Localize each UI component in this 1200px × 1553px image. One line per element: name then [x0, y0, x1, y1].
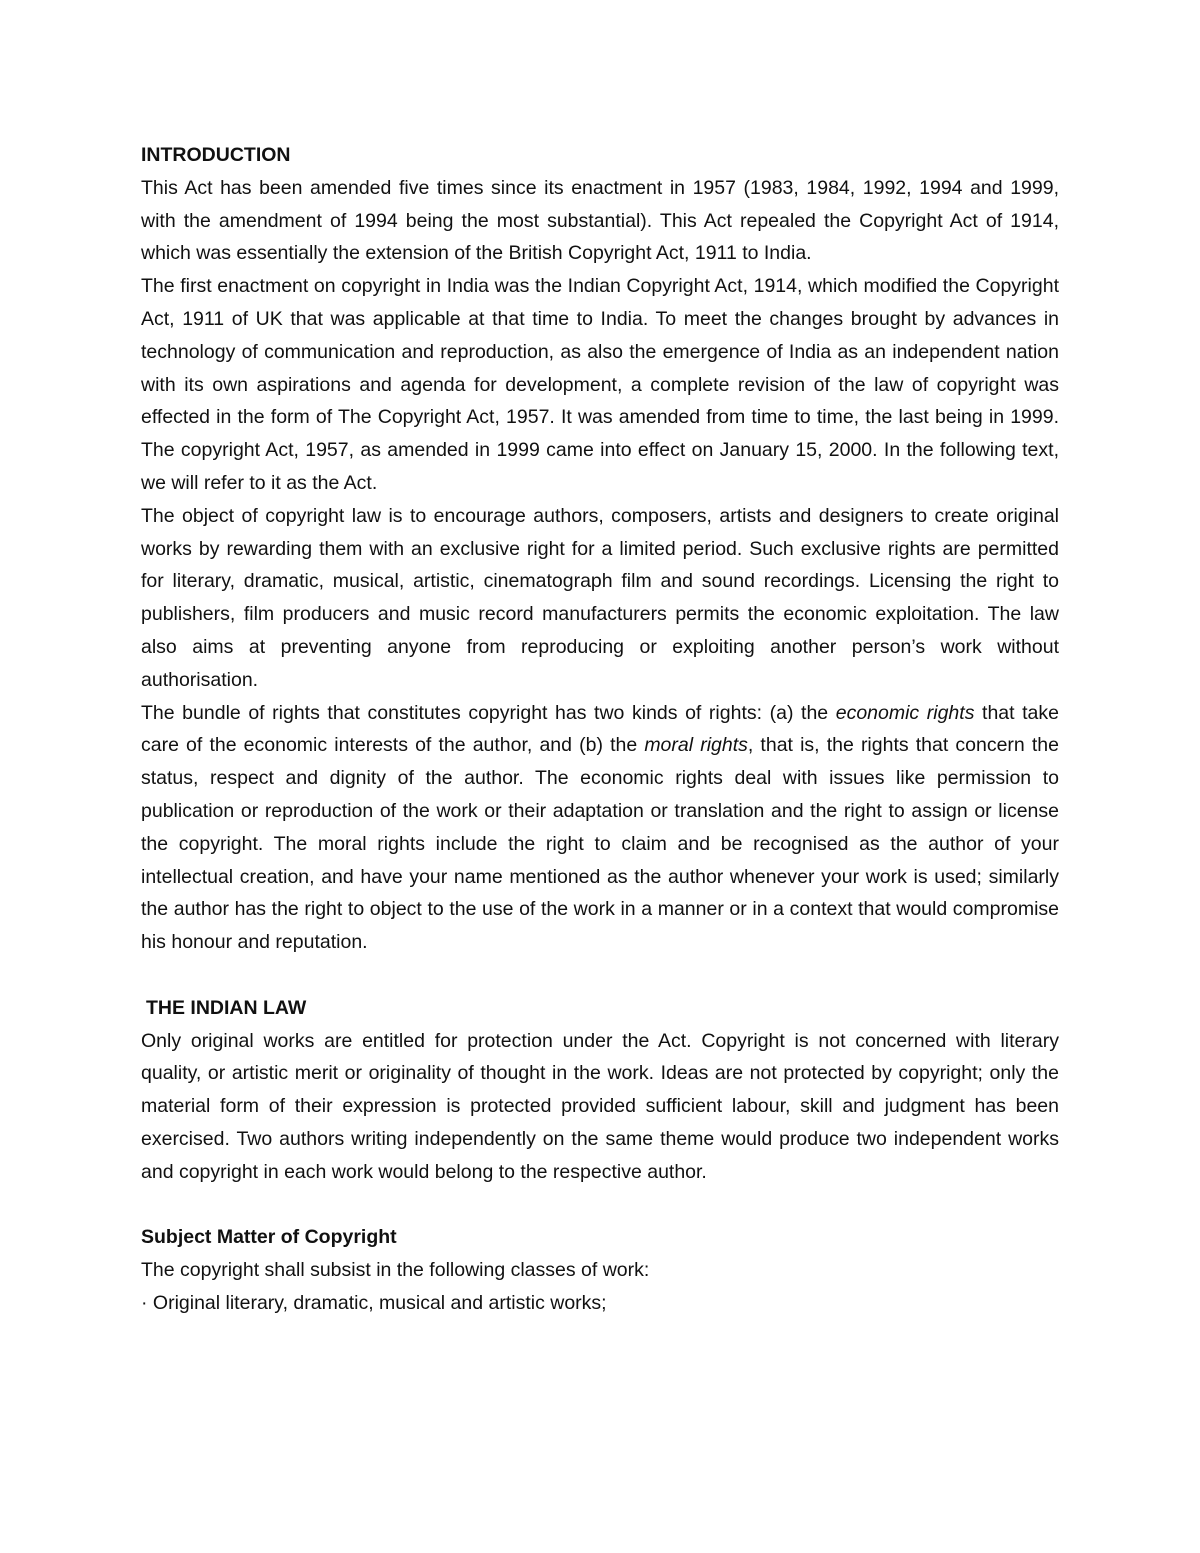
indian-law-paragraph: Only original works are entitled for protection under the Act. Copyright is not concerned with literary quality, or artistic merit or originality of thought in the work. Ideas are not protected by copyright; only the material form of their expression is protected provided sufficient labour, skill and judgment has been exercised. Two authors writing independently on the same theme would produce two independent works and copyright in each work would belong to the respective author.: [141, 1029, 1059, 1183]
subject-matter-list-item: · Original literary, dramatic, musical and artistic works;: [141, 1291, 607, 1314]
indian-law-heading: THE INDIAN LAW: [146, 996, 307, 1019]
economic-rights-term: economic rights: [835, 701, 975, 724]
subject-matter-intro: The copyright shall subsist in the following classes of work:: [141, 1259, 650, 1282]
intro-p4-text-b: that take care of the economic interests of the author, and (b) the: [141, 701, 1059, 757]
intro-paragraph-1: This Act has been amended five times since its enactment in 1957 (1983, 1984, 1992, 1994 and 1999, with the amendment of 1994 being the most substantial). This Act repealed the Copyright Act of 1914, which was essentially the extension of the British Copyright Act, 1911 to India.: [141, 176, 1059, 265]
intro-p4-text-a: The bundle of rights that constitutes copyright has two kinds of rights: (a) the: [141, 701, 836, 724]
section-spacer: [141, 959, 1059, 992]
intro-paragraph-2: The first enactment on copyright in India was the Indian Copyright Act, 1914, which modified the Copyright Act, 1911 of UK that was applicable at that time to India. To meet the changes brought by advances in technology of communication and reproduction, as also the emergence of India as an independent nation with its own aspirations and agenda for development, a complete revision of the law of copyright was effected in the form of The Copyright Act, 1957. It was amended from time to time, the last being in 1999. The copyright Act, 1957, as amended in 1999 came into effect on January 15, 2000. In the following text, we will refer to it as the Act.: [141, 275, 1059, 494]
document-page: [141, 139, 1059, 1320]
introduction-heading: INTRODUCTION: [141, 144, 291, 166]
moral-rights-term: moral rights: [644, 734, 748, 757]
intro-paragraph-4: [141, 697, 1059, 959]
section-spacer: [141, 1189, 1059, 1222]
subject-matter-heading: Subject Matter of Copyright: [141, 1226, 397, 1249]
intro-paragraph-3: The object of copyright law is to encourage authors, composers, artists and designers to create original works by rewarding them with an exclusive right for a limited period. Such exclusive rights are permitted for literary, dramatic, musical, artistic, cinematograph film and sound recordings. Licensing the right to publishers, film producers and music record manufacturers permits the economic exploitation. The law also aims at preventing anyone from reproducing or exploiting another person’s work without authorisation.: [141, 504, 1059, 691]
intro-p4-text-c: , that is, the rights that concern the status, respect and dignity of the author. The economic rights deal with issues like permission to publication or reproduction of the work or their adaptation or translation and the right to assign or license the copyright. The moral rights include the right to claim and be recognised as the author of your intellectual creation, and have your name mentioned as the author whenever your work is used; similarly the author has the right to object to the use of the work in a manner or in a context that would compromise his honour and reputation.: [141, 734, 1060, 954]
